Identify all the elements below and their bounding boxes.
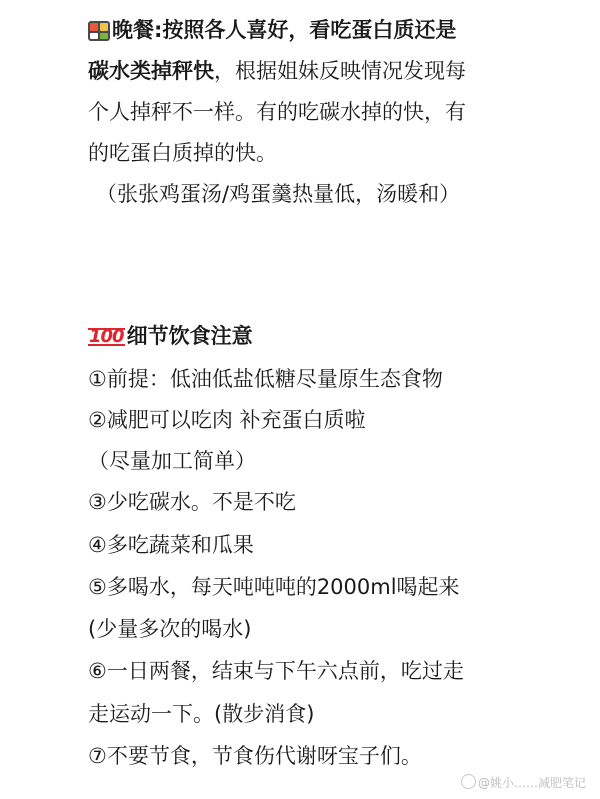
tip-item: ⑦不要节食，节食伤代谢呀宝子们。	[88, 744, 422, 768]
tip-item: ②减肥可以吃肉 补充蛋白质啦	[88, 408, 366, 432]
dinner-line-3: 个人掉秤不一样。有的吃碳水掉的快，有	[88, 100, 466, 124]
watermark-text: @姚小……减肥笔记	[477, 776, 586, 790]
hundred-points-icon: 100	[89, 326, 124, 347]
dinner-heading-line	[88, 16, 456, 44]
tips-heading-line	[88, 322, 253, 350]
bento-box-icon	[88, 21, 110, 41]
platform-logo-icon	[461, 774, 476, 789]
tip-item: ①前提：低油低盐低糖尽量原生态食物	[88, 367, 443, 391]
tip-item: 走运动一下。(散步消食)	[88, 702, 315, 726]
dinner-emphasis: 碳水类掉秤快	[88, 59, 214, 83]
watermark	[461, 774, 586, 791]
tip-item: (少量多次的喝水)	[88, 617, 252, 641]
dinner-note: （张张鸡蛋汤/鸡蛋羹热量低，汤暖和）	[96, 182, 461, 206]
tip-item: ③少吃碳水。不是不吃	[88, 490, 296, 514]
dinner-line-2	[88, 57, 466, 85]
tip-item: ⑥一日两餐，结束与下午六点前，吃过走	[88, 659, 464, 683]
tips-heading-text: 细节饮食注意	[126, 324, 253, 348]
dinner-line-4: 的吃蛋白质掉的快。	[88, 141, 277, 165]
dinner-line-2-rest: ，根据姐妹反映情况发现每	[214, 59, 466, 83]
tip-item: ④多吃蔬菜和瓜果	[88, 533, 254, 557]
dinner-heading-text: 晚餐:按照各人喜好，看吃蛋白质还是	[112, 18, 457, 42]
tip-item: （尽量加工简单）	[88, 449, 256, 473]
tip-item: ⑤多喝水，每天吨吨吨的2000ml喝起来	[88, 575, 460, 599]
